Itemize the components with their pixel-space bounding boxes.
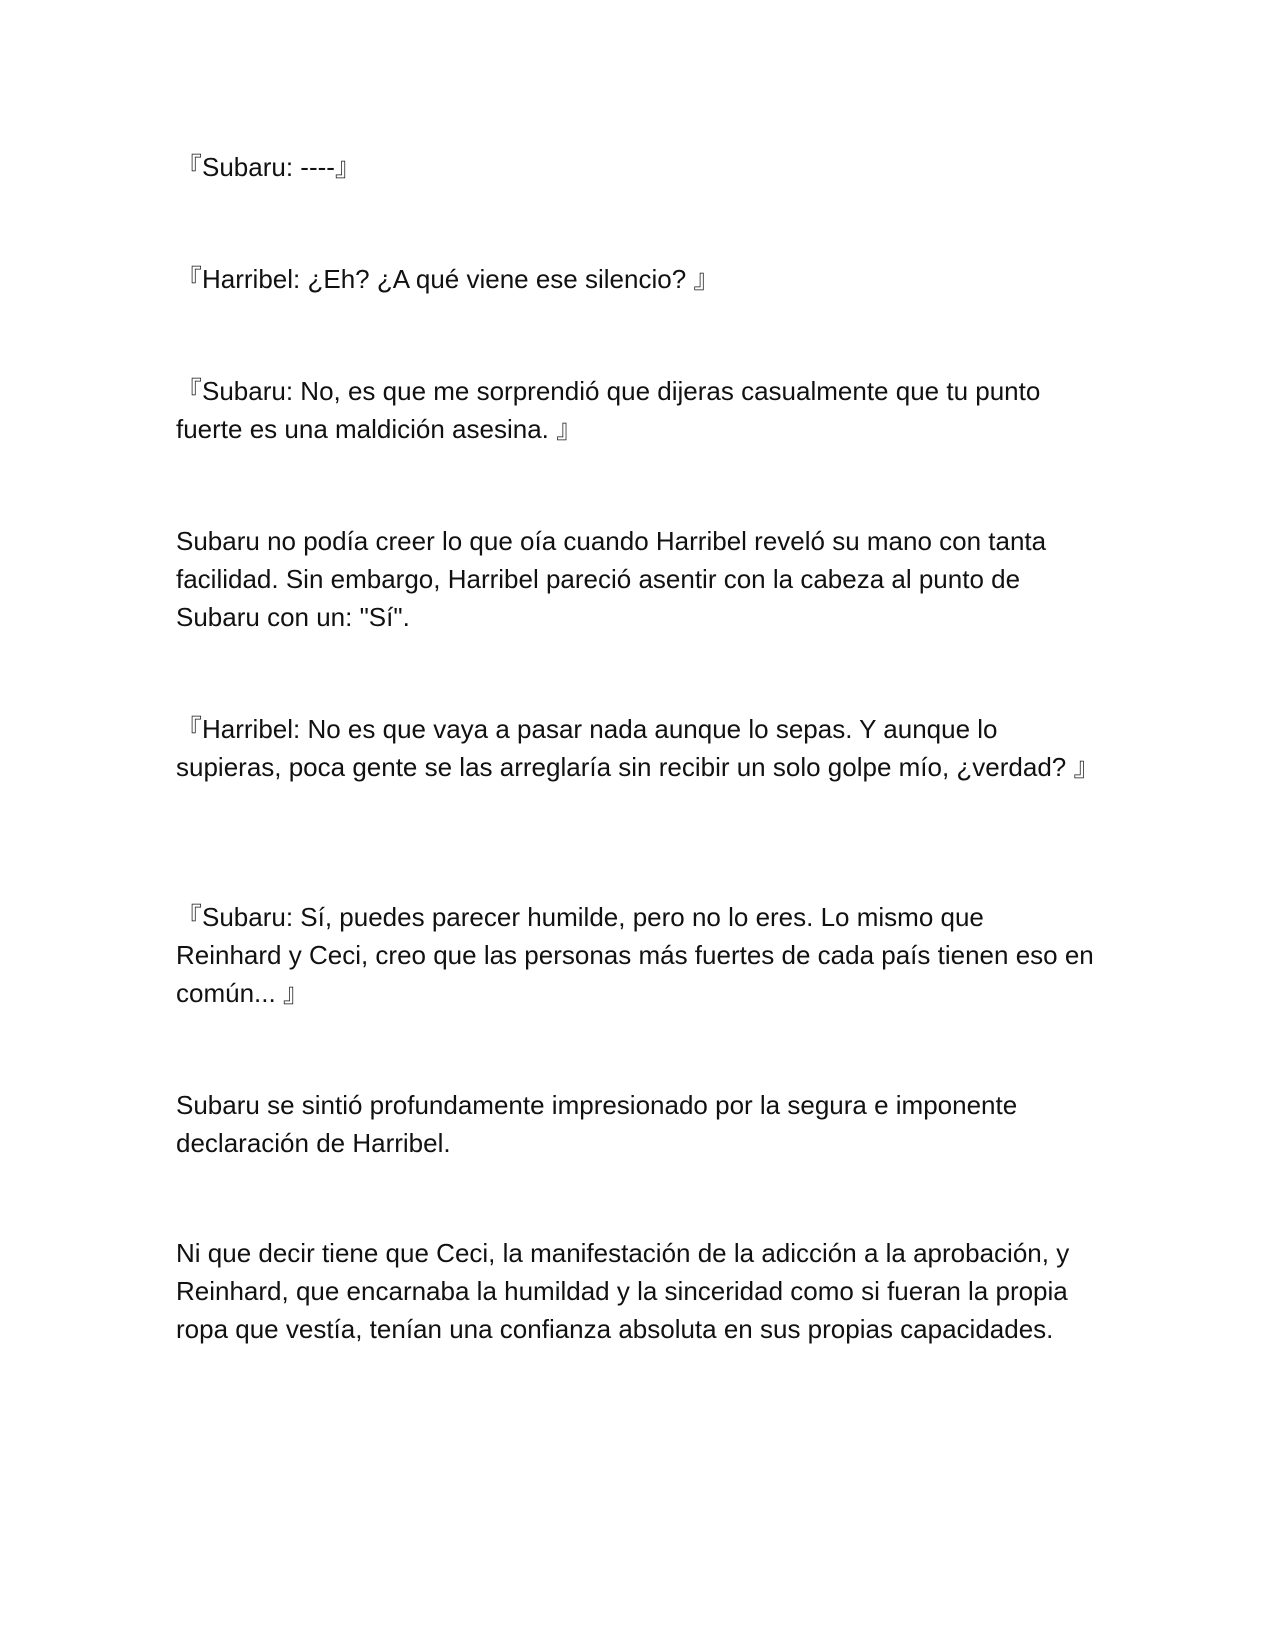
narration-paragraph: Subaru se sintió profundamente impresionado por la segura e imponente declaración de Harribel. xyxy=(176,1090,1018,1158)
dialogue-paragraph: 『Harribel: No es que vaya a pasar nada aunque lo sepas. Y aunque lo supieras, poca gente se las arreglaría sin recibir un solo golpe mío, ¿verdad? 』 xyxy=(176,714,1100,782)
dialogue-paragraph: 『Harribel: ¿Eh? ¿A qué viene ese silencio? 』 xyxy=(176,264,720,294)
narration-paragraph: Ni que decir tiene que Ceci, la manifestación de la adicción a la aprobación, y Reinhard, que encarnaba la humildad y la sinceridad como si fueran la propia ropa que vestía, tenían una confianza absoluta en sus propias capacidades. xyxy=(176,1238,1070,1344)
narration-paragraph: Subaru no podía creer lo que oía cuando Harribel reveló su mano con tanta facilidad. Sin embargo, Harribel pareció asentir con la cabeza al punto de Subaru con un: "Sí". xyxy=(176,526,1047,632)
dialogue-paragraph: 『Subaru: Sí, puedes parecer humilde, pero no lo eres. Lo mismo que Reinhard y Ceci, creo que las personas más fuertes de cada país tienen eso en común... 』 xyxy=(176,902,1094,1008)
dialogue-paragraph: 『Subaru: No, es que me sorprendió que dijeras casualmente que tu punto fuerte es una maldición asesina. 』 xyxy=(176,376,1041,444)
dialogue-paragraph: 『Subaru: ----』 xyxy=(176,152,361,182)
